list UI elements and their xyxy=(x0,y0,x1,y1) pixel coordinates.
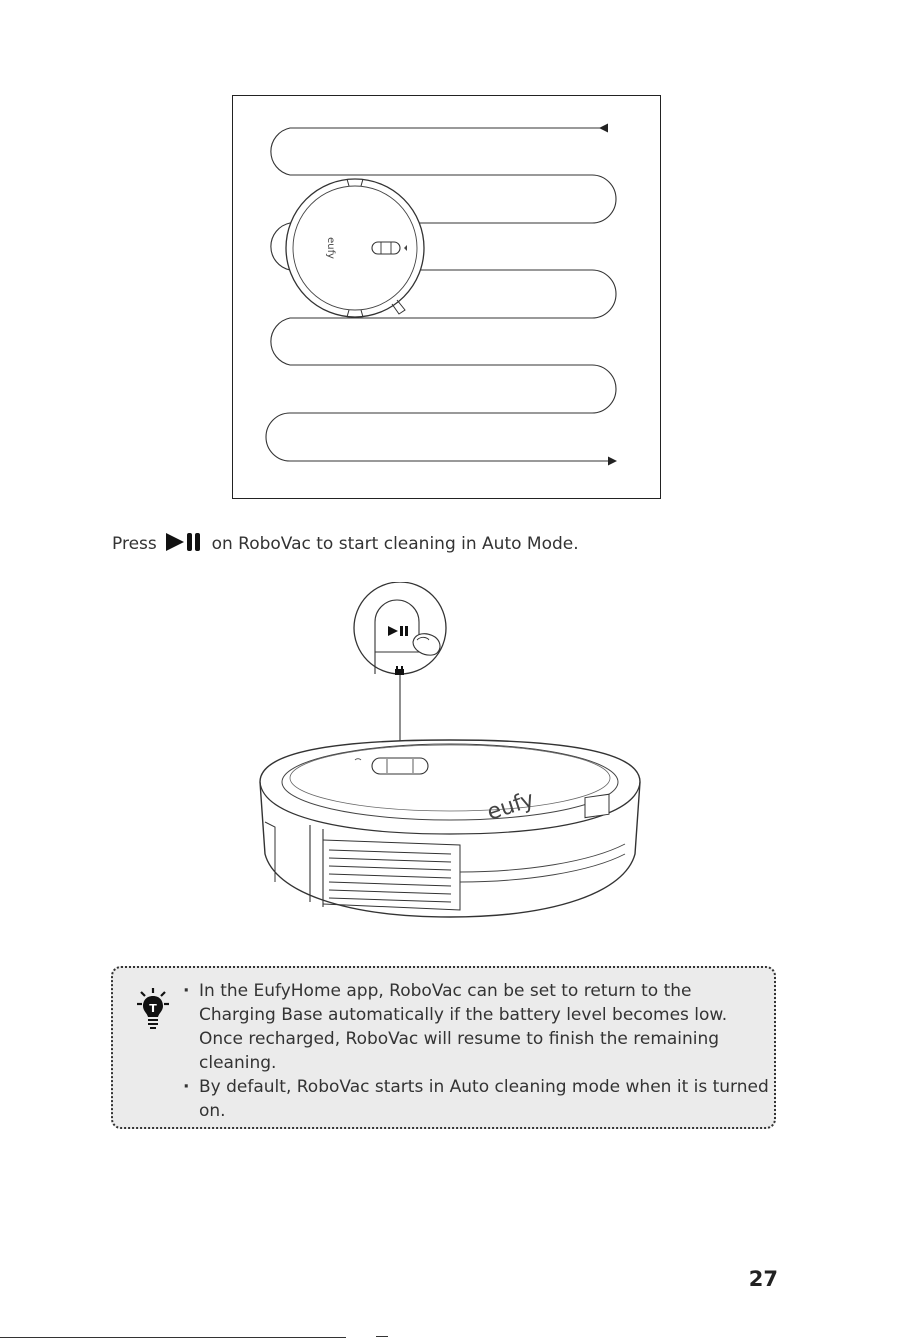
tip-box xyxy=(111,966,776,1129)
tip-item-auto-return: · In the EufyHome app, RoboVac can be set to return to the Charging Base automatically if the battery level becomes low. Once recharged, RoboVac will resume to finish the remaining cleaning. xyxy=(183,979,773,1075)
auto-mode-path-illustration xyxy=(232,95,661,499)
robot-top-view xyxy=(286,179,424,317)
tip-item-default-mode: · By default, RoboVac starts in Auto cleaning mode when it is turned on. xyxy=(183,1075,773,1123)
play-pause-icon xyxy=(166,532,202,552)
button-callout xyxy=(354,582,446,675)
robot-button-illustration xyxy=(255,582,645,934)
robot-logo-bottom: eufy xyxy=(484,787,538,826)
instruction-text xyxy=(112,532,579,554)
robot-3d-view xyxy=(260,740,640,917)
robot-logo-top: eufy xyxy=(325,237,336,259)
footer-mark xyxy=(376,1336,388,1337)
footer-rule xyxy=(0,1337,346,1338)
instruction-press: Press xyxy=(112,534,157,554)
instruction-rest: on RoboVac to start cleaning in Auto Mode. xyxy=(211,534,579,554)
tip-list xyxy=(183,979,773,1123)
page-number: 27 xyxy=(748,1267,778,1291)
tip-icon-letter: T xyxy=(149,1002,157,1015)
lightbulb-tip-icon xyxy=(135,988,171,1032)
